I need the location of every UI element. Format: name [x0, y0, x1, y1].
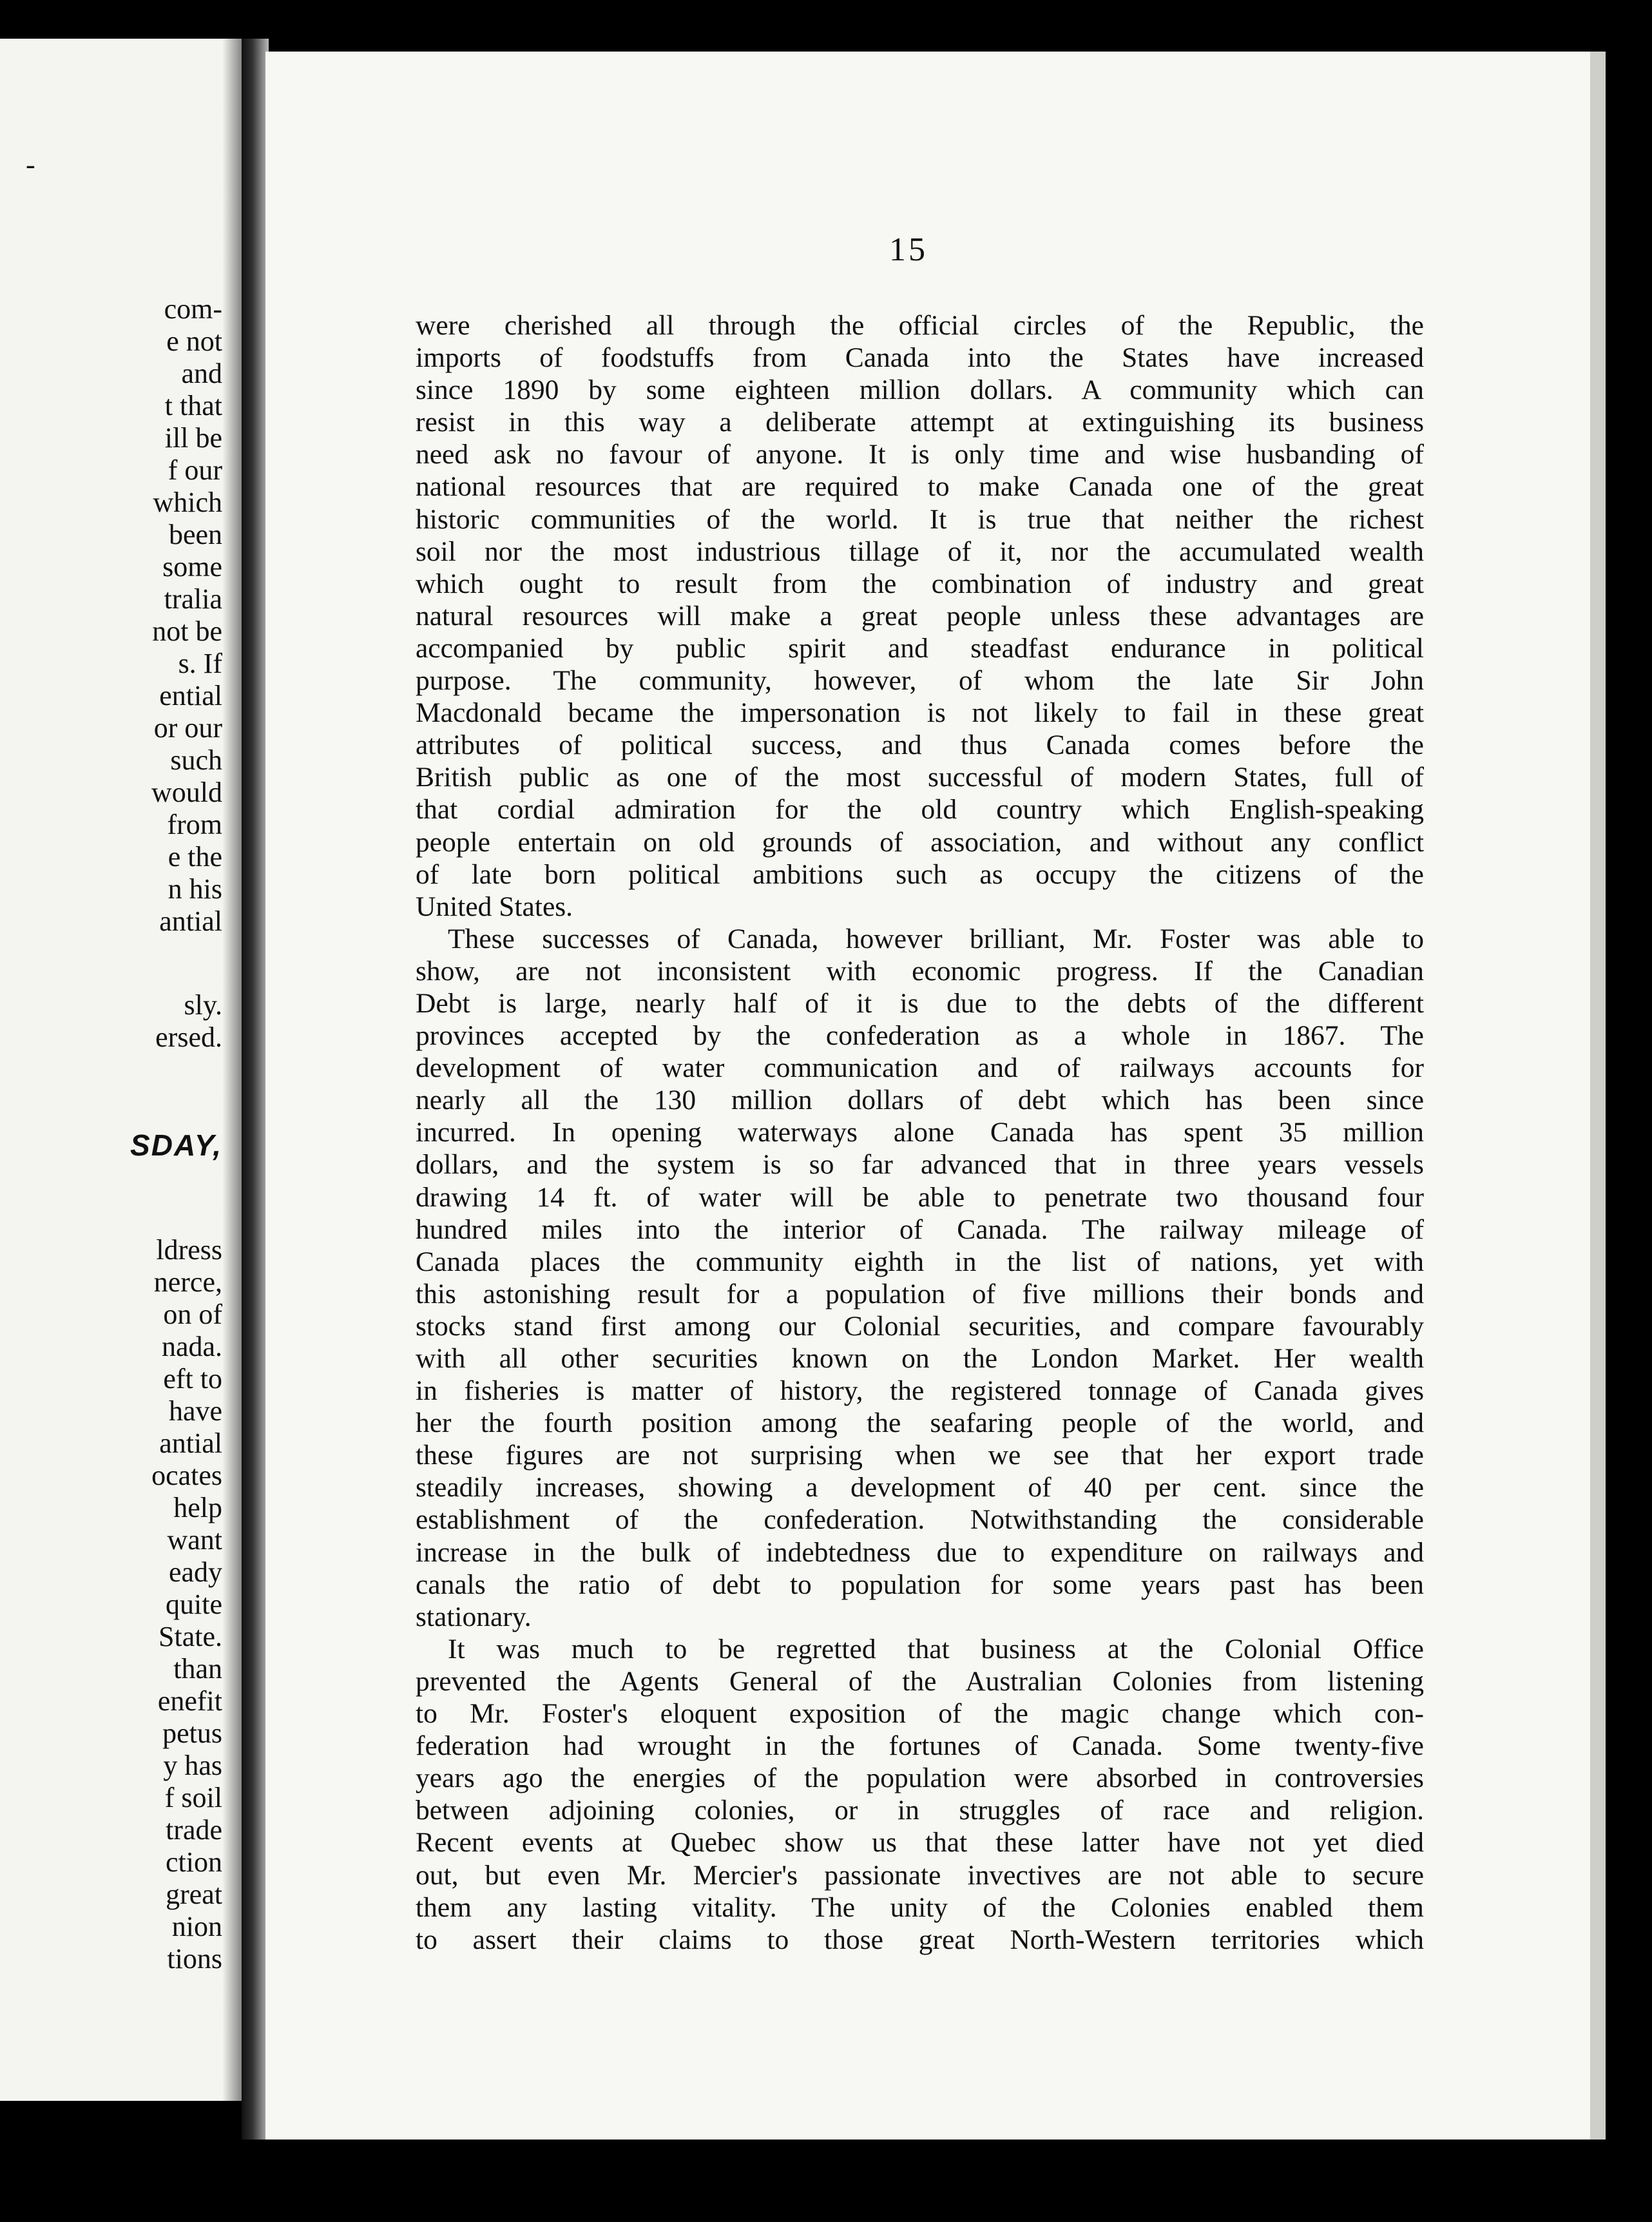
text-line: which ought to result from the combination of industry and great [416, 568, 1424, 599]
left-page-fragments-bottom [151, 1234, 222, 1975]
left-page-heading-fragment: SDAY, [130, 1128, 222, 1162]
left-page-fragment-line: n his [168, 873, 222, 905]
left-page-fragment-line: com- [164, 293, 222, 325]
left-page-fragment-line: ersed. [155, 1021, 222, 1053]
left-page-fragment-line: ldress [156, 1234, 222, 1266]
left-page-fragment-line: from [167, 809, 222, 840]
left-page-fragment-line: sly. [184, 989, 222, 1021]
text-line: dollars, and the system is so far advanced that in three years vessels [416, 1149, 1424, 1181]
text-line: people entertain on old grounds of association, and without any conflict [416, 826, 1424, 858]
text-line: attributes of political success, and thus Canada comes before the [416, 729, 1424, 761]
text-line: resist in this way a deliberate attempt at extinguishing its business [416, 407, 1424, 438]
left-page-fragment-line: help [173, 1492, 222, 1523]
text-line: her the fourth position among the seafaring people of the world, and [416, 1407, 1424, 1439]
text-line: need ask no favour of anyone. It is only time and wise husbanding of [416, 439, 1424, 470]
left-page-fragment-line: and [181, 358, 222, 389]
text-line: were cherished all through the official circles of the Republic, the [416, 310, 1424, 341]
left-page-fragment-line: t that [164, 390, 222, 421]
text-line: years ago the energies of the population were absorbed in controversies [416, 1763, 1424, 1794]
left-page-fragment [0, 39, 244, 2101]
left-page-fragment-line: y has [163, 1750, 222, 1781]
text-line: between adjoining colonies, or in struggles of race and religion. [416, 1795, 1424, 1826]
text-line: natural resources will make a great people unless these advantages are [416, 600, 1424, 632]
text-line: national resources that are required to make Canada one of the great [416, 471, 1424, 503]
left-page-fragment-line: nion [171, 1911, 222, 1942]
text-line: It was much to be regretted that business at the Colonial Office [448, 1633, 1424, 1665]
text-line: these figures are not surprising when we see that her export trade [416, 1440, 1424, 1471]
text-line: increase in the bulk of indebtedness due to expenditure on railways and [416, 1536, 1424, 1568]
left-page-fragment-line: nerce, [153, 1266, 222, 1298]
text-line: of late born political ambitions such as occupy the citizens of the [416, 858, 1424, 890]
left-page-fragment-line: have [168, 1395, 222, 1427]
left-page-fragment-line: f our [168, 454, 222, 486]
left-page-shadow [222, 39, 242, 2101]
text-line: with all other securities known on the London Market. Her wealth [416, 1343, 1424, 1374]
text-line: that cordial admiration for the old country which English-speaking [416, 794, 1424, 826]
left-page-fragment-line: nada. [161, 1331, 222, 1362]
left-page-fragment-line: been [168, 519, 222, 550]
left-page-fragment-line: enefit [157, 1685, 222, 1717]
left-page-fragment-line: such [170, 744, 222, 776]
paragraph [416, 1633, 1424, 1956]
text-line: hundred miles into the interior of Canada. The railway mileage of [416, 1213, 1424, 1245]
left-page-fragment-line: which [153, 487, 222, 518]
text-line: steadily increases, showing a development of 40 per cent. since the [416, 1472, 1424, 1503]
text-line: them any lasting vitality. The unity of the Colonies enabled them [416, 1891, 1424, 1923]
text-line: in fisheries is matter of history, the registered tonnage of Canada gives [416, 1375, 1424, 1407]
book-gutter [242, 39, 269, 2140]
text-line: Recent events at Quebec show us that these latter have not yet died [416, 1827, 1424, 1859]
text-line: Canada places the community eighth in the list of nations, yet with [416, 1246, 1424, 1277]
text-line: development of water communication and of railways accounts for [416, 1052, 1424, 1084]
text-line: incurred. In opening waterways alone Canada has spent 35 million [416, 1117, 1424, 1148]
page-number: 15 [889, 231, 928, 268]
text-line: to assert their claims to those great North-Western territories which [416, 1924, 1424, 1955]
left-page-fragment-line: quite [166, 1589, 222, 1620]
left-page-fragment-line: on of [163, 1299, 222, 1330]
text-line: These successes of Canada, however brilliant, Mr. Foster was able to [448, 923, 1424, 954]
text-line: accompanied by public spirit and steadfast endurance in political [416, 632, 1424, 664]
left-page-fragment-line: f soil [164, 1782, 222, 1813]
text-line: establishment of the confederation. Notwithstanding the considerable [416, 1504, 1424, 1536]
left-page-fragment-line: would [151, 777, 222, 808]
page-body-text [416, 309, 1424, 1956]
text-line: British public as one of the most successful of modern States, full of [416, 762, 1424, 793]
left-page-fragment-line: trade [166, 1814, 222, 1846]
left-page-fragment-line: not be [152, 615, 222, 647]
text-line: this astonishing result for a population of five millions their bonds and [416, 1278, 1424, 1309]
text-line: prevented the Agents General of the Australian Colonies from listening [416, 1665, 1424, 1697]
left-page-fragment-line: than [173, 1653, 222, 1685]
left-page-fragment-line: eady [168, 1556, 222, 1588]
left-page-fragment-line: s. If [178, 648, 222, 679]
left-page-fragment-line: petus [162, 1717, 222, 1749]
left-page-fragments-top [151, 293, 222, 938]
left-page-fragment-line: antial [159, 1427, 222, 1459]
text-line: Macdonald became the impersonation is not likely to fail in these great [416, 697, 1424, 729]
text-line: historic communities of the world. It is true that neither the richest [416, 503, 1424, 535]
left-page-fragment-line: State. [158, 1621, 222, 1652]
left-page-fragment-line: tions [167, 1943, 222, 1975]
text-line: provinces accepted by the confederation as a whole in 1867. The [416, 1020, 1424, 1052]
text-line: since 1890 by some eighteen million dollars. A community which can [416, 374, 1424, 406]
text-line: to Mr. Foster's eloquent exposition of the magic change which con- [416, 1698, 1424, 1730]
left-page-fragment-line: great [166, 1879, 222, 1910]
text-line: out, but even Mr. Mercier's passionate invectives are not able to secure [416, 1859, 1424, 1891]
text-line: stocks stand first among our Colonial securities, and compare favourably [416, 1310, 1424, 1342]
left-page-fragment-line: ction [166, 1846, 222, 1878]
left-page-fragment-line: eft to [163, 1363, 222, 1395]
text-line: stationary. [416, 1601, 532, 1632]
left-page-fragment-line: ocates [151, 1460, 222, 1491]
text-line: purpose. The community, however, of whom the late Sir John [416, 665, 1424, 697]
left-page-dash: - [26, 149, 35, 180]
text-line: imports of foodstuffs from Canada into the States have increased [416, 342, 1424, 374]
left-page-fragment-line: want [167, 1524, 222, 1556]
left-page-fragment-line: ential [159, 680, 222, 711]
text-line: nearly all the 130 million dollars of debt which has been since [416, 1085, 1424, 1116]
left-page-fragments-mid [155, 989, 222, 1054]
left-page-fragment-line: antial [159, 905, 222, 937]
text-line: show, are not inconsistent with economic progress. If the Canadian [416, 955, 1424, 987]
text-line: soil nor the most industrious tillage of it, nor the accumulated wealth [416, 536, 1424, 567]
left-page-fragment-line: ill be [164, 422, 222, 454]
paragraph [416, 309, 1424, 923]
text-line: drawing 14 ft. of water will be able to penetrate two thousand four [416, 1181, 1424, 1213]
left-page-fragment-line: or our [153, 712, 222, 744]
left-page-fragment-line: e the [168, 841, 222, 873]
paragraph [416, 923, 1424, 1633]
text-line: canals the ratio of debt to population for some years past has been [416, 1569, 1424, 1600]
left-page-fragment-line: e not [166, 325, 222, 357]
left-page-fragment-line: some [162, 551, 222, 583]
text-line: federation had wrought in the fortunes of Canada. Some twenty-five [416, 1730, 1424, 1762]
left-page-fragment-line: tralia [164, 583, 222, 615]
text-line: Debt is large, nearly half of it is due to the debts of the different [416, 987, 1424, 1019]
text-line: United States. [416, 891, 573, 922]
